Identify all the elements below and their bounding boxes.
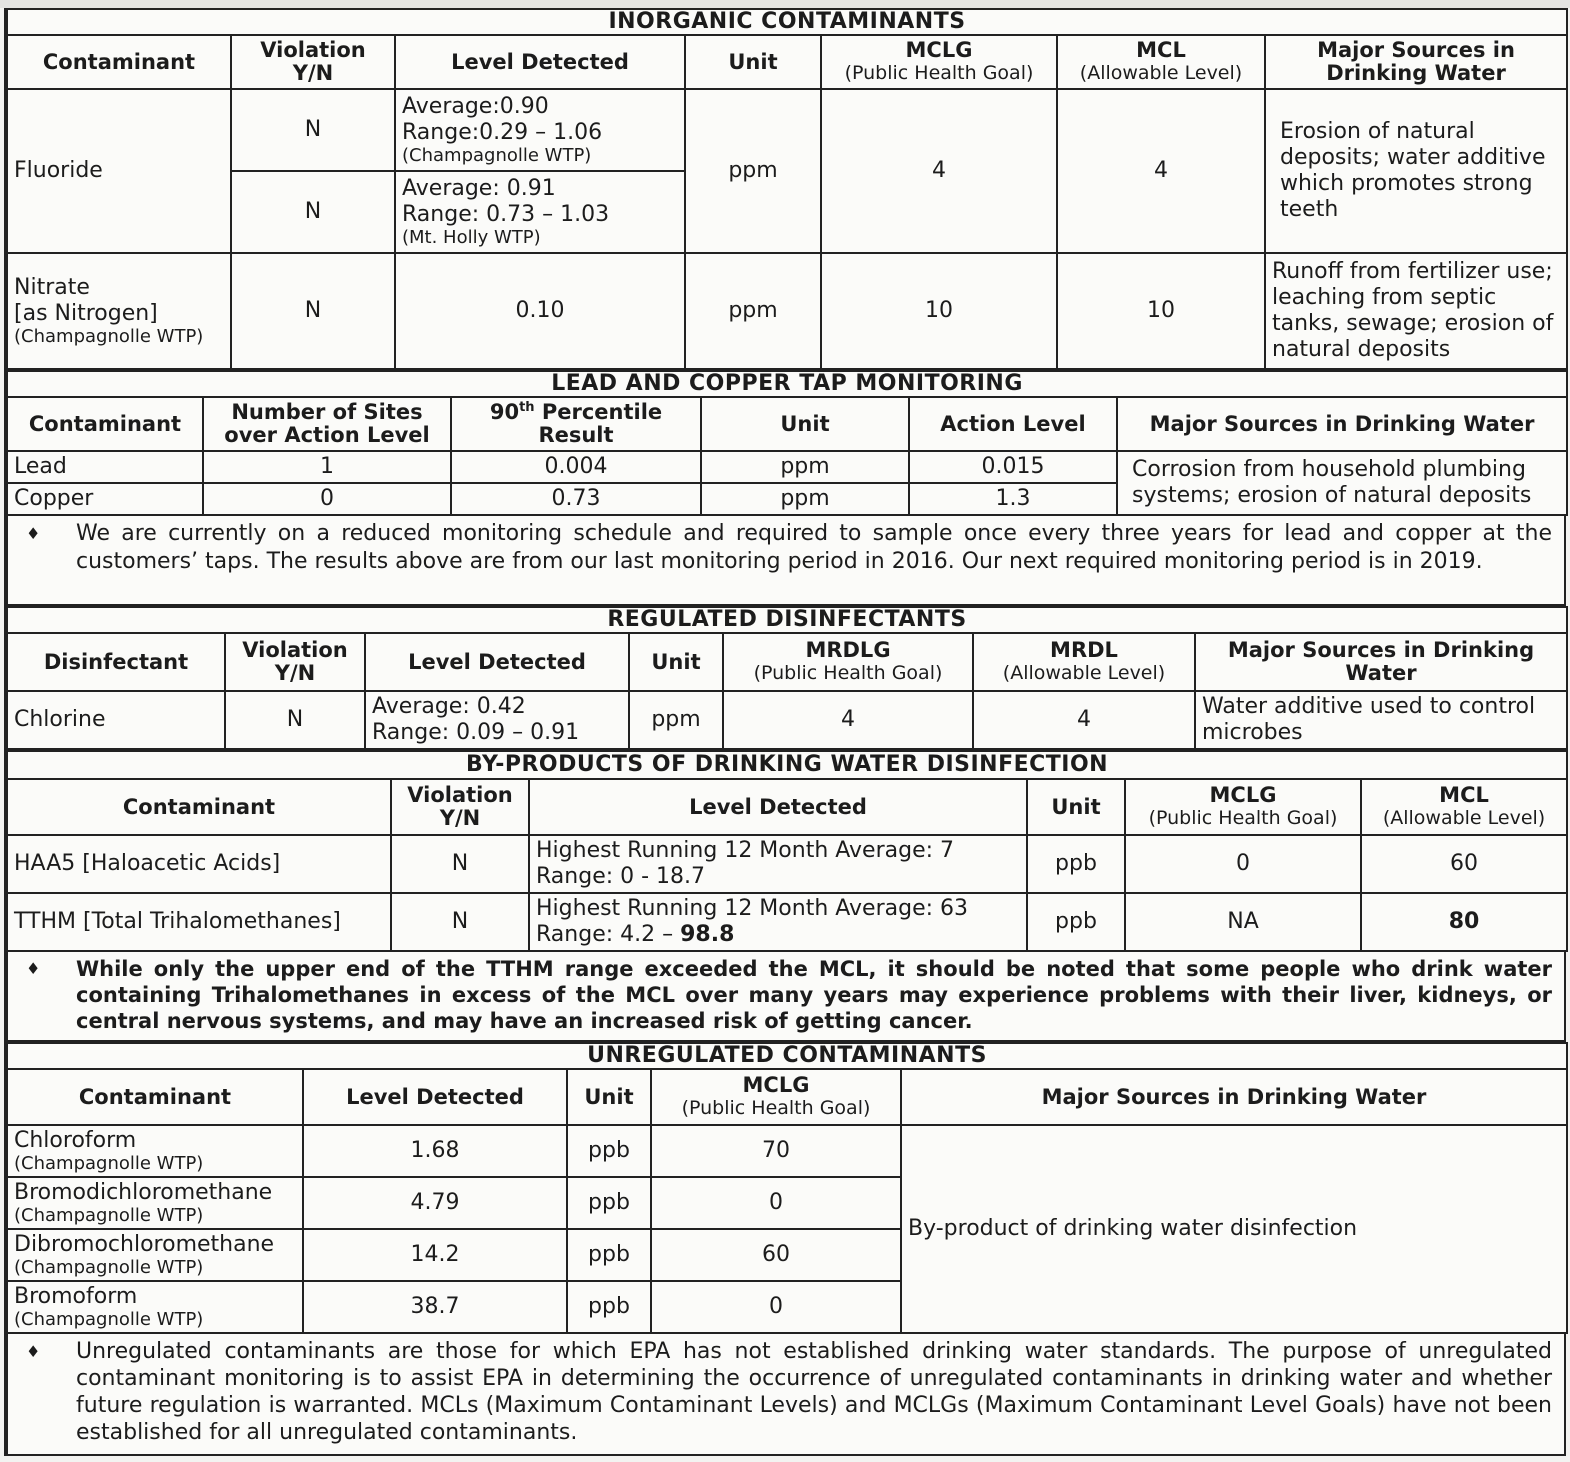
tthm-mclg: NA (1125, 893, 1361, 951)
tthm-unit: ppb (1027, 893, 1125, 951)
tthm-warning-note (6, 952, 1566, 1042)
copper-unit: ppm (701, 483, 909, 515)
header-contaminant: Contaminant (7, 397, 203, 451)
lead-copper-sources: Corrosion from household plumbing systems; erosion of natural deposits (1117, 451, 1567, 515)
header-mrdlg: MRDLG (Public Health Goal) (723, 633, 973, 691)
header-mrdl: MRDL (Allowable Level) (973, 633, 1195, 691)
haa5-mclg: 0 (1125, 835, 1361, 893)
chlorine-violation: N (225, 691, 365, 749)
chloroform-mclg: 70 (651, 1125, 901, 1177)
header-unit: Unit (1027, 779, 1125, 835)
chlorine-name: Chlorine (7, 691, 225, 749)
fluoride-mclg: 4 (821, 89, 1057, 253)
chlorine-unit: ppm (629, 691, 723, 749)
fluoride-name: Fluoride (7, 89, 231, 253)
header-level-detected: Level Detected (365, 633, 629, 691)
byproducts-table (6, 750, 1568, 952)
nitrate-sources: Runoff from fertilizer use; leaching from septic tanks, sewage; erosion of natural deposits (1265, 253, 1567, 369)
lead-copper-note-text: We are currently on a reduced monitoring schedule and required to sample once every three years for lead and copper at the customers’ taps. The results above are from our last monitoring period in 2016. Our next required monitoring period is in 2019. (76, 521, 1552, 574)
header-disinfectant: Disinfectant (7, 633, 225, 691)
tthm-violation: N (391, 893, 529, 951)
table-row (7, 253, 1567, 369)
header-level-detected: Level Detected (303, 1069, 567, 1125)
header-unit: Unit (701, 397, 909, 451)
dibromochloromethane-mclg: 60 (651, 1229, 901, 1281)
header-unit: Unit (629, 633, 723, 691)
tthm-level: Highest Running 12 Month Average: 63 Range: 4.2 – 98.8 (529, 893, 1027, 951)
haa5-name: HAA5 [Haloacetic Acids] (7, 835, 391, 893)
bromoform-name: Bromoform (Champagnolle WTP) (7, 1281, 303, 1333)
chlorine-mrdlg: 4 (723, 691, 973, 749)
header-major-sources: Major Sources in Drinking Water (1265, 35, 1567, 89)
header-90th-percentile: 90th Percentile Result (451, 397, 701, 451)
table-row (7, 1125, 1567, 1177)
header-contaminant: Contaminant (7, 35, 231, 89)
lead-sites: 1 (203, 451, 451, 483)
table-row (7, 89, 1567, 171)
tthm-name: TTHM [Total Trihalomethanes] (7, 893, 391, 951)
bromodichloromethane-name: Bromodichloromethane (Champagnolle WTP) (7, 1177, 303, 1229)
unregulated-sources: By-product of drinking water disinfection (901, 1125, 1567, 1333)
header-mclg: MCLG (Public Health Goal) (651, 1069, 901, 1125)
haa5-mcl: 60 (1361, 835, 1567, 893)
lead-action-level: 0.015 (909, 451, 1117, 483)
chlorine-sources: Water additive used to control microbes (1195, 691, 1567, 749)
table-row (7, 893, 1567, 951)
dibromochloromethane-name: Dibromochloromethane (Champagnolle WTP) (7, 1229, 303, 1281)
table-row (7, 835, 1567, 893)
inorganic-contaminants-table (6, 8, 1568, 370)
dibromochloromethane-unit: ppb (567, 1229, 651, 1281)
unregulated-note-text: Unregulated contaminants are those for which EPA has not established drinking water standards. The purpose of unregulated contaminant monitoring is to assist EPA in determining the occurrence of unregulated contaminants in drinking water and whether future regulation is warranted. MCLs (Maximum Contaminant Levels) and MCLGs (Maximum Contaminant Level Goals) have not been established for all unregulated contaminants. (76, 1339, 1552, 1445)
header-mclg: MCLG (Public Health Goal) (1125, 779, 1361, 835)
chlorine-mrdl: 4 (973, 691, 1195, 749)
dibromochloromethane-level: 14.2 (303, 1229, 567, 1281)
header-sites-over-action-level: Number of Sites over Action Level (203, 397, 451, 451)
header-violation: Violation Y/N (225, 633, 365, 691)
tthm-mcl: 80 (1361, 893, 1567, 951)
fluoride-sources: Erosion of natural deposits; water additive which promotes strong teeth (1265, 89, 1567, 253)
lead-result: 0.004 (451, 451, 701, 483)
header-major-sources: Major Sources in Drinking Water (901, 1069, 1567, 1125)
nitrate-mclg: 10 (821, 253, 1057, 369)
haa5-level: Highest Running 12 Month Average: 7 Range: 0 - 18.7 (529, 835, 1027, 893)
chloroform-level: 1.68 (303, 1125, 567, 1177)
header-action-level: Action Level (909, 397, 1117, 451)
chlorine-level: Average: 0.42 Range: 0.09 – 0.91 (365, 691, 629, 749)
chloroform-unit: ppb (567, 1125, 651, 1177)
copper-sites: 0 (203, 483, 451, 515)
chloroform-name: Chloroform (Champagnolle WTP) (7, 1125, 303, 1177)
bullet-icon: ♦ (26, 524, 41, 543)
tthm-warning-text: While only the upper end of the TTHM range exceeded the MCL, it should be noted that some people who drink water containing Trihalomethanes in excess of the MCL over many years may experience problems with their liver, kidneys, or central nervous systems, and may have an increased risk of getting cancer. (76, 957, 1552, 1033)
unregulated-contaminants-table (6, 1042, 1568, 1334)
unregulated-note (6, 1334, 1566, 1456)
header-mcl: MCL (Allowable Level) (1057, 35, 1265, 89)
table-row (7, 451, 1567, 483)
byproducts-section-title: BY-PRODUCTS OF DRINKING WATER DISINFECTION (7, 751, 1567, 779)
bromodichloromethane-unit: ppb (567, 1177, 651, 1229)
lead-copper-note (6, 516, 1566, 606)
lead-name: Lead (7, 451, 203, 483)
header-level-detected: Level Detected (529, 779, 1027, 835)
bullet-icon: ♦ (26, 1342, 41, 1361)
bromodichloromethane-mclg: 0 (651, 1177, 901, 1229)
header-violation: Violation Y/N (231, 35, 395, 89)
haa5-violation: N (391, 835, 529, 893)
regulated-disinfectants-table (6, 606, 1568, 750)
nitrate-unit: ppm (685, 253, 821, 369)
copper-name: Copper (7, 483, 203, 515)
lead-copper-table (6, 370, 1568, 516)
bromoform-level: 38.7 (303, 1281, 567, 1333)
fluoride-mtholly-level: Average: 0.91 Range: 0.73 – 1.03 (Mt. Holly WTP) (395, 171, 685, 253)
nitrate-violation: N (231, 253, 395, 369)
table-row (7, 691, 1567, 749)
header-contaminant: Contaminant (7, 1069, 303, 1125)
bromoform-mclg: 0 (651, 1281, 901, 1333)
nitrate-level: 0.10 (395, 253, 685, 369)
header-unit: Unit (685, 35, 821, 89)
fluoride-mtholly-violation: N (231, 171, 395, 253)
fluoride-champagnolle-level: Average:0.90 Range:0.29 – 1.06 (Champagnolle WTP) (395, 89, 685, 171)
bromoform-unit: ppb (567, 1281, 651, 1333)
nitrate-mcl: 10 (1057, 253, 1265, 369)
tthm-range-max: 98.8 (680, 922, 735, 947)
header-level-detected: Level Detected (395, 35, 685, 89)
haa5-unit: ppb (1027, 835, 1125, 893)
fluoride-unit: ppm (685, 89, 821, 253)
header-mclg: MCLG (Public Health Goal) (821, 35, 1057, 89)
disinfectants-section-title: REGULATED DISINFECTANTS (7, 607, 1567, 633)
water-quality-report-page (4, 8, 1566, 1456)
unregulated-section-title: UNREGULATED CONTAMINANTS (7, 1043, 1567, 1069)
bromodichloromethane-level: 4.79 (303, 1177, 567, 1229)
header-major-sources: Major Sources in Drinking Water (1117, 397, 1567, 451)
header-unit: Unit (567, 1069, 651, 1125)
bullet-icon: ♦ (26, 959, 41, 978)
lead-unit: ppm (701, 451, 909, 483)
fluoride-champagnolle-violation: N (231, 89, 395, 171)
lead-copper-section-title: LEAD AND COPPER TAP MONITORING (7, 371, 1567, 397)
header-contaminant: Contaminant (7, 779, 391, 835)
inorganic-section-title: INORGANIC CONTAMINANTS (7, 9, 1567, 35)
nitrate-name: Nitrate [as Nitrogen] (Champagnolle WTP) (7, 253, 231, 369)
header-major-sources: Major Sources in Drinking Water (1195, 633, 1567, 691)
header-mcl: MCL (Allowable Level) (1361, 779, 1567, 835)
copper-action-level: 1.3 (909, 483, 1117, 515)
scan-top-edge (0, 0, 1570, 8)
header-violation: Violation Y/N (391, 779, 529, 835)
copper-result: 0.73 (451, 483, 701, 515)
fluoride-mcl: 4 (1057, 89, 1265, 253)
